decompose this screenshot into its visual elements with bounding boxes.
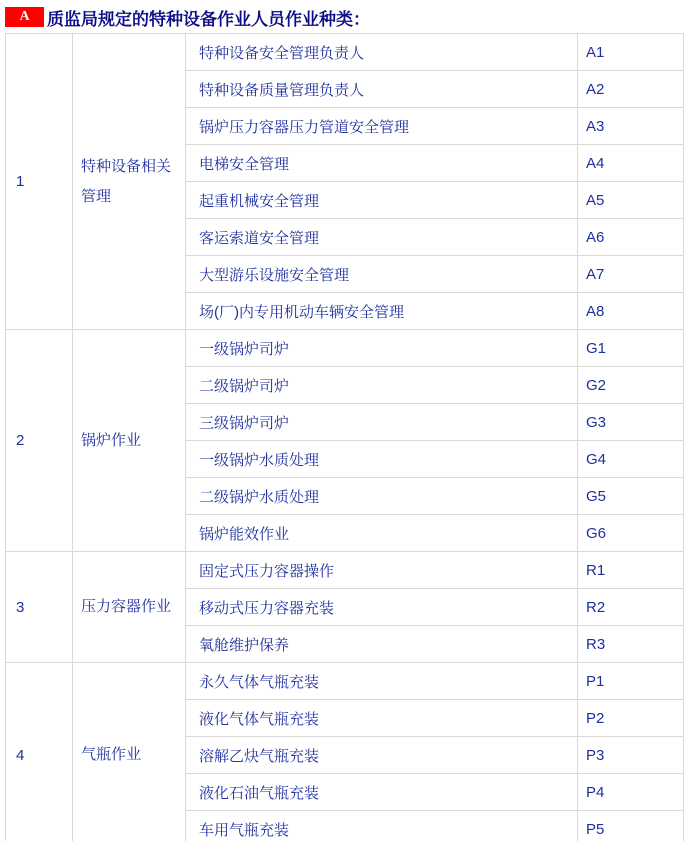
section-number-cell: 4 <box>6 663 73 841</box>
job-type-cell: 固定式压力容器操作 <box>186 552 578 589</box>
section-number-cell: 1 <box>6 34 73 330</box>
job-categories-table-body <box>6 34 684 841</box>
job-type-cell: 起重机械安全管理 <box>186 182 578 219</box>
job-code-cell: R2 <box>578 589 684 626</box>
job-type-cell: 大型游乐设施安全管理 <box>186 256 578 293</box>
section-category-cell: 压力容器作业 <box>73 552 186 663</box>
job-type-cell: 移动式压力容器充装 <box>186 589 578 626</box>
job-code-cell: A3 <box>578 108 684 145</box>
job-type-cell: 液化石油气瓶充装 <box>186 774 578 811</box>
job-code-cell: G1 <box>578 330 684 367</box>
table-row <box>6 330 684 367</box>
job-type-cell: 二级锅炉水质处理 <box>186 478 578 515</box>
section-category-cell: 锅炉作业 <box>73 330 186 552</box>
job-type-cell: 场(厂)内专用机动车辆安全管理 <box>186 293 578 330</box>
job-type-cell: 永久气体气瓶充装 <box>186 663 578 700</box>
job-code-cell: G2 <box>578 367 684 404</box>
job-type-cell: 车用气瓶充装 <box>186 811 578 841</box>
job-code-cell: P2 <box>578 700 684 737</box>
table-row <box>6 663 684 700</box>
job-code-cell: P3 <box>578 737 684 774</box>
job-type-cell: 锅炉能效作业 <box>186 515 578 552</box>
job-type-cell: 一级锅炉水质处理 <box>186 441 578 478</box>
job-code-cell: P5 <box>578 811 684 841</box>
job-type-cell: 一级锅炉司炉 <box>186 330 578 367</box>
section-number-cell: 2 <box>6 330 73 552</box>
job-code-cell: R3 <box>578 626 684 663</box>
title-row <box>5 7 689 27</box>
job-type-cell: 锅炉压力容器压力管道安全管理 <box>186 108 578 145</box>
job-code-cell: A5 <box>578 182 684 219</box>
job-type-cell: 客运索道安全管理 <box>186 219 578 256</box>
job-type-cell: 溶解乙炔气瓶充装 <box>186 737 578 774</box>
page-title: 质监局规定的特种设备作业人员作业种类： <box>47 9 370 29</box>
job-code-cell: A6 <box>578 219 684 256</box>
job-code-cell: G3 <box>578 404 684 441</box>
job-code-cell: P4 <box>578 774 684 811</box>
table-row <box>6 34 684 71</box>
table-row <box>6 552 684 589</box>
job-code-cell: A1 <box>578 34 684 71</box>
job-code-cell: A2 <box>578 71 684 108</box>
job-code-cell: R1 <box>578 552 684 589</box>
section-category-cell: 气瓶作业 <box>73 663 186 841</box>
section-number-cell: 3 <box>6 552 73 663</box>
job-code-cell: P1 <box>578 663 684 700</box>
job-code-cell: A4 <box>578 145 684 182</box>
answer-badge: A <box>5 7 44 27</box>
job-categories-table <box>5 33 684 841</box>
job-code-cell: G4 <box>578 441 684 478</box>
job-code-cell: A8 <box>578 293 684 330</box>
section-category-cell: 特种设备相关管理 <box>73 34 186 330</box>
job-type-cell: 特种设备质量管理负责人 <box>186 71 578 108</box>
job-type-cell: 二级锅炉司炉 <box>186 367 578 404</box>
job-code-cell: G6 <box>578 515 684 552</box>
job-type-cell: 电梯安全管理 <box>186 145 578 182</box>
job-type-cell: 三级锅炉司炉 <box>186 404 578 441</box>
job-code-cell: G5 <box>578 478 684 515</box>
job-type-cell: 液化气体气瓶充装 <box>186 700 578 737</box>
job-type-cell: 氧舱维护保养 <box>186 626 578 663</box>
job-code-cell: A7 <box>578 256 684 293</box>
job-type-cell: 特种设备安全管理负责人 <box>186 34 578 71</box>
